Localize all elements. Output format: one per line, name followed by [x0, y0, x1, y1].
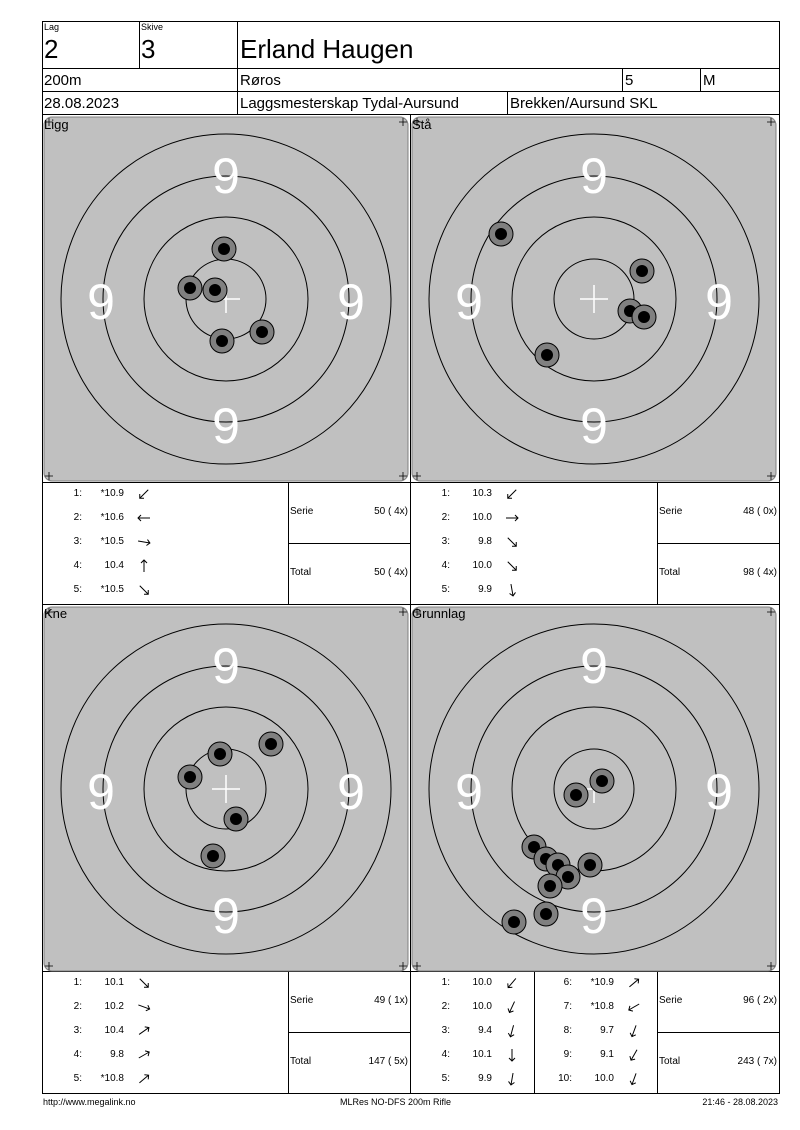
serie-label: Serie	[659, 995, 683, 1006]
shot-value: 9.7	[600, 1025, 614, 1036]
shot-value: *10.8	[100, 1073, 124, 1084]
direction-arrow-icon	[136, 487, 152, 501]
shot-hole	[534, 902, 558, 926]
serie-label: Serie	[290, 506, 314, 517]
direction-arrow-icon	[504, 583, 520, 597]
skive-value: 3	[141, 34, 156, 64]
shot-row	[534, 1048, 654, 1062]
target-svg	[411, 116, 777, 482]
direction-arrow-icon	[136, 976, 152, 990]
direction-arrow-icon	[136, 1024, 152, 1038]
shot-value: 10.0	[472, 560, 492, 571]
shot-number: 2:	[73, 512, 82, 523]
shot-row	[412, 559, 532, 573]
event-name: Laggsmesterskap Tydal-Aursund	[240, 95, 460, 112]
gender: M	[703, 72, 716, 89]
shot-row	[44, 511, 164, 525]
shot-value: 10.0	[594, 1073, 614, 1084]
shot-row	[412, 1000, 532, 1014]
target-svg	[43, 606, 409, 972]
ring-number-label: 9	[705, 274, 733, 330]
shot-value: 9.8	[110, 1049, 124, 1060]
shot-number: 8:	[563, 1025, 572, 1036]
panel-title-ligg: Ligg	[44, 117, 69, 132]
skive-label: Skive	[141, 22, 164, 32]
shot-number: 4:	[441, 560, 450, 571]
distance: 200m	[44, 72, 82, 89]
shot-number: 5:	[73, 1073, 82, 1084]
ring-number-label: 9	[580, 638, 608, 694]
shot-number: 3:	[73, 536, 82, 547]
serie-value: 96 ( 2x)	[743, 995, 777, 1006]
shot-list-ligg	[44, 484, 284, 602]
ring-number-label: 9	[212, 888, 240, 944]
shot-row	[44, 976, 164, 990]
shot-row	[412, 1048, 532, 1062]
shot-hole	[630, 259, 654, 283]
shot-value: 9.9	[478, 1073, 492, 1084]
shot-row	[44, 1000, 164, 1014]
serie-label: Serie	[290, 995, 314, 1006]
direction-arrow-icon	[504, 1024, 520, 1038]
shot-number: 2:	[441, 1001, 450, 1012]
target-svg	[43, 116, 409, 482]
shot-value: *10.5	[100, 584, 124, 595]
shot-number: 1:	[441, 488, 450, 499]
total-label: Total	[290, 567, 312, 578]
direction-arrow-icon	[626, 1024, 642, 1038]
target-kne	[43, 606, 409, 972]
ring-number-label: 9	[212, 148, 240, 204]
shot-number: 4:	[441, 1049, 450, 1060]
serie-value: 50 ( 4x)	[374, 506, 408, 517]
ring-number-label: 9	[212, 398, 240, 454]
shot-number: 2:	[73, 1001, 82, 1012]
shot-number: 3:	[73, 1025, 82, 1036]
shot-row	[44, 487, 164, 501]
direction-arrow-icon	[504, 976, 520, 990]
shot-value: 9.9	[478, 584, 492, 595]
shot-row	[44, 1048, 164, 1062]
direction-arrow-icon	[504, 535, 520, 549]
shot-hole	[250, 320, 274, 344]
ring-number-label: 9	[455, 274, 483, 330]
shot-value: *10.9	[100, 488, 124, 499]
shot-value: 10.0	[472, 512, 492, 523]
shot-value: 10.0	[472, 977, 492, 988]
shot-value: 10.1	[104, 977, 124, 988]
ring-number-label: 9	[337, 274, 365, 330]
direction-arrow-icon	[626, 976, 642, 990]
shot-number: 5:	[441, 584, 450, 595]
shot-row	[534, 1072, 654, 1086]
location: Brekken/Aursund SKL	[510, 95, 658, 112]
shot-value: 10.4	[104, 560, 124, 571]
shot-row	[412, 487, 532, 501]
shot-row	[412, 511, 532, 525]
shot-list-grunnlag	[412, 973, 656, 1091]
shot-hole	[535, 343, 559, 367]
shot-number: 3:	[441, 536, 450, 547]
shot-hole	[212, 237, 236, 261]
shot-row	[412, 1072, 532, 1086]
serie-value: 48 ( 0x)	[743, 506, 777, 517]
direction-arrow-icon	[504, 1072, 520, 1086]
direction-arrow-icon	[504, 1048, 520, 1062]
total-label: Total	[290, 1056, 312, 1067]
date: 28.08.2023	[44, 95, 120, 112]
direction-arrow-icon	[136, 535, 152, 549]
shot-row	[412, 583, 532, 597]
shot-number: 10:	[558, 1073, 572, 1084]
panel-title-kne: Kne	[44, 606, 68, 621]
shot-hole	[224, 807, 248, 831]
shot-row	[44, 535, 164, 549]
shot-row	[534, 1000, 654, 1014]
shot-row	[412, 1024, 532, 1038]
shot-value: *10.8	[590, 1001, 614, 1012]
lag-label: Lag	[44, 22, 60, 32]
shot-value: 9.4	[478, 1025, 492, 1036]
lag-value: 2	[44, 34, 59, 64]
shot-number: 1:	[73, 488, 82, 499]
shot-number: 4:	[73, 560, 82, 571]
shot-hole	[208, 742, 232, 766]
shot-value: 10.0	[472, 1001, 492, 1012]
direction-arrow-icon	[504, 1000, 520, 1014]
total-value: 147 ( 5x)	[368, 1056, 408, 1067]
shot-number: 1:	[73, 977, 82, 988]
shot-number: 1:	[441, 977, 450, 988]
direction-arrow-icon	[626, 1072, 642, 1086]
ring-number-label: 9	[455, 764, 483, 820]
shot-list-kne	[44, 973, 284, 1091]
shot-row	[412, 535, 532, 549]
shot-hole	[203, 278, 227, 302]
shot-value: *10.9	[590, 977, 614, 988]
shot-row	[44, 1024, 164, 1038]
serie-value: 49 ( 1x)	[374, 995, 408, 1006]
direction-arrow-icon	[136, 583, 152, 597]
serie-label: Serie	[659, 506, 683, 517]
shot-number: 9:	[563, 1049, 572, 1060]
footer-link[interactable]: http://www.megalink.no	[43, 1097, 136, 1107]
shot-hole	[178, 276, 202, 300]
ring-number-label: 9	[337, 764, 365, 820]
panel-title-grunnlag: Grunnlag	[412, 606, 466, 621]
shot-number: 2:	[441, 512, 450, 523]
ring-number-label: 9	[580, 888, 608, 944]
direction-arrow-icon	[136, 559, 152, 573]
shot-number: 5:	[441, 1073, 450, 1084]
direction-arrow-icon	[626, 1000, 642, 1014]
direction-arrow-icon	[504, 511, 520, 525]
footer-software: MLRes NO-DFS 200m Rifle	[340, 1097, 452, 1107]
ring-number-label: 9	[87, 274, 115, 330]
total-value: 243 ( 7x)	[737, 1056, 777, 1067]
shot-hole	[632, 305, 656, 329]
shot-list-sta	[412, 484, 652, 602]
shot-hole	[564, 783, 588, 807]
shot-hole	[201, 844, 225, 868]
shot-value: 9.8	[478, 536, 492, 547]
ring-number-label: 9	[580, 398, 608, 454]
target-svg	[411, 606, 777, 972]
total-label: Total	[659, 1056, 681, 1067]
target-sta	[411, 116, 777, 482]
direction-arrow-icon	[626, 1048, 642, 1062]
footer-timestamp: 21:46 - 28.08.2023	[702, 1097, 778, 1107]
total-value: 98 ( 4x)	[743, 567, 777, 578]
ring-number-label: 9	[212, 638, 240, 694]
direction-arrow-icon	[136, 1072, 152, 1086]
direction-arrow-icon	[136, 1048, 152, 1062]
shooter-name: Erland Haugen	[240, 34, 414, 64]
shot-row	[534, 1024, 654, 1038]
ring-number-label: 9	[705, 764, 733, 820]
shot-hole	[590, 769, 614, 793]
shot-hole	[489, 222, 513, 246]
direction-arrow-icon	[136, 511, 152, 525]
ring-number-label: 9	[580, 148, 608, 204]
shot-value: 10.3	[472, 488, 492, 499]
shot-number: 7:	[563, 1001, 572, 1012]
panel-title-sta: Stå	[412, 117, 432, 132]
direction-arrow-icon	[504, 487, 520, 501]
shot-hole	[210, 329, 234, 353]
shot-number: 6:	[563, 977, 572, 988]
club: Røros	[240, 72, 281, 89]
shot-value: *10.5	[100, 536, 124, 547]
direction-arrow-icon	[136, 1000, 152, 1014]
shot-row	[44, 1072, 164, 1086]
target-grunnlag	[411, 606, 777, 972]
shot-row	[534, 976, 654, 990]
shot-value: *10.6	[100, 512, 124, 523]
shot-hole	[259, 732, 283, 756]
shot-hole	[502, 910, 526, 934]
shot-row	[412, 976, 532, 990]
shot-hole	[178, 765, 202, 789]
direction-arrow-icon	[504, 559, 520, 573]
shot-row	[44, 559, 164, 573]
shot-value: 9.1	[600, 1049, 614, 1060]
shot-value: 10.2	[104, 1001, 124, 1012]
klasse: 5	[625, 72, 634, 89]
shot-number: 5:	[73, 584, 82, 595]
shot-value: 10.1	[472, 1049, 492, 1060]
total-value: 50 ( 4x)	[374, 567, 408, 578]
shot-value: 10.4	[104, 1025, 124, 1036]
shot-number: 4:	[73, 1049, 82, 1060]
shot-hole	[538, 874, 562, 898]
shot-row	[44, 583, 164, 597]
target-ligg	[43, 116, 409, 482]
total-label: Total	[659, 567, 681, 578]
shot-number: 3:	[441, 1025, 450, 1036]
ring-number-label: 9	[87, 764, 115, 820]
shot-hole	[578, 853, 602, 877]
